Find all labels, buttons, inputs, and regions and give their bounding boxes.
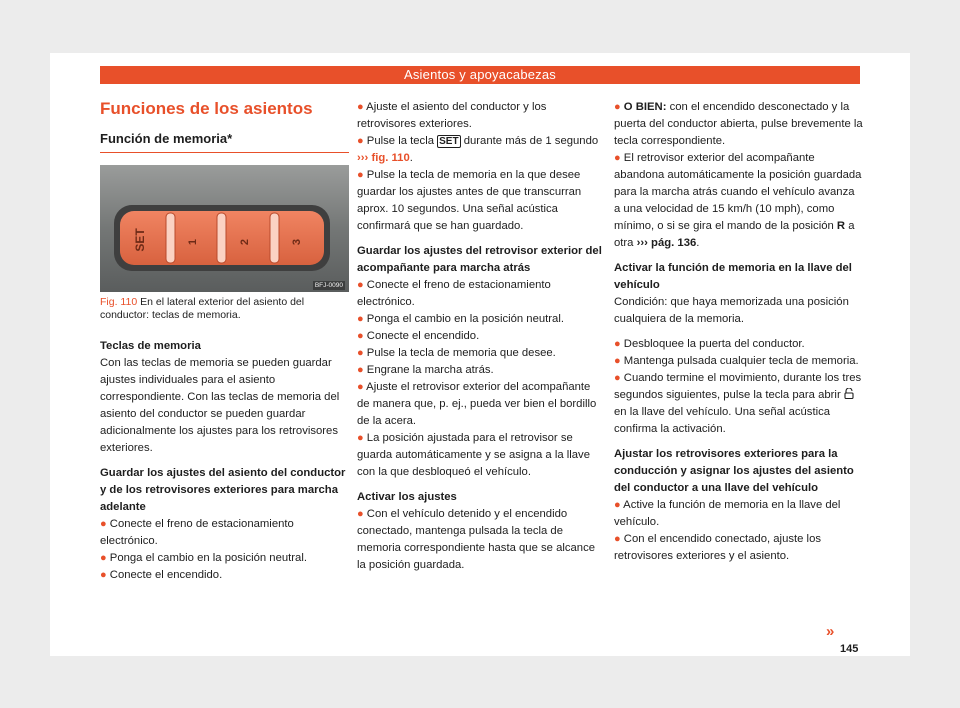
assign-heading: Ajustar los retrovisores exteriores para la conducción y asignar los ajustes del asiento del conductor a una llave del vehículo [614, 448, 854, 494]
subtitle-wrap [100, 131, 349, 153]
key-memory-heading: Activar la función de memoria en la llave del vehículo [614, 262, 852, 291]
unlock-icon [844, 389, 854, 401]
list-item: ● Mantenga pulsada cualquier tecla de memoria. [614, 355, 859, 367]
column-2 [357, 99, 606, 574]
gear-position-r: R [836, 220, 846, 232]
activate-heading: Activar los ajustes [357, 491, 457, 503]
memory-keys-text: Con las teclas de memoria se pueden guardar ajustes individuales para el asiento correspondiente. Con las teclas de memoria del asiento del conductor se pueden guardar adicionalmente los ajustes para los retrovisores exteriores. [100, 357, 340, 454]
page-title: Funciones de los asientos [100, 99, 313, 118]
ref-arrows: ››› [357, 152, 369, 164]
list-item: ● O BIEN: con el encendido desconectado y la puerta del conductor abierta, pulse brevemente la tecla correspondiente. [614, 101, 863, 147]
list-item: ● El retrovisor exterior del acompañante abandona automáticamente la posición guardada para la marcha atrás cuando el vehículo avanza a una velocidad de 15 km/h (10 mph), como mínimo, o si se gira el mando de la posición R a otra ››› pág. 136. [614, 152, 862, 249]
list-item: ● La posición ajustada para el retrovisor se guarda automáticamente y se asigna a la llave con la que desbloqueó el vehículo. [357, 432, 590, 478]
list-item: ● Con el vehículo detenido y el encendido conectado, mantenga pulsada la tecla de memoria correspondiente hasta que se alcance la posición guardada. [357, 508, 596, 571]
continue-arrow-icon: » [826, 623, 835, 640]
memory-key-3-label: 3 [291, 238, 303, 246]
page-reference-link[interactable]: pág. 136 [651, 237, 697, 249]
figure-reference-link[interactable]: fig. 110 [371, 152, 410, 164]
memory-key-1-label: 1 [187, 238, 199, 246]
memory-key-divider [270, 213, 279, 263]
list-item: ● Pulse la tecla SET durante más de 1 segundo ››› fig. 110. [357, 135, 599, 164]
page-number: 145 [840, 643, 859, 655]
save-seat-heading: Guardar los ajustes del asiento del conductor y de los retrovisores exteriores para marcha adelante [100, 467, 346, 513]
memory-key-2-label: 2 [239, 238, 251, 246]
memory-key-divider [217, 213, 226, 263]
set-key-symbol: SET [439, 136, 459, 147]
figure-caption [100, 296, 349, 322]
list-item: ● Conecte el encendido. [357, 330, 480, 342]
list-item: ● Pulse la tecla de memoria que desee. [357, 347, 556, 359]
list-item: ● Ponga el cambio en la posición neutral. [357, 313, 564, 325]
document-page [50, 53, 910, 656]
list-item: ● Active la función de memoria en la llave del vehículo. [614, 499, 841, 528]
list-item: ● Pulse la tecla de memoria en la que desee guardar los ajustes antes de que transcurran aprox. 10 segundos. Una señal acústica confirmará que se han guardado. [357, 169, 582, 232]
column-3 [614, 99, 863, 565]
condition-text: Condición: que haya memorizada una posición cualquiera de la memoria. [614, 296, 849, 325]
memory-keys-heading: Teclas de memoria [100, 340, 201, 352]
list-item: ● Ponga el cambio en la posición neutral. [100, 552, 307, 564]
section-header: Asientos y apoyacabezas [100, 66, 860, 84]
section-subtitle: Función de memoria* [100, 131, 233, 146]
reverse-heading: Guardar los ajustes del retrovisor exterior del acompañante para marcha atrás [357, 245, 602, 274]
list-item: ● Conecte el freno de estacionamiento electrónico. [357, 279, 551, 308]
list-item: ● Ajuste el retrovisor exterior del acompañante de manera que, p. ej., pueda ver bien el bordillo de la acera. [357, 381, 597, 427]
memory-keys-illustration [100, 165, 349, 292]
list-item: ● Desbloquee la puerta del conductor. [614, 338, 805, 350]
list-item: ● Ajuste el asiento del conductor y los retrovisores exteriores. [357, 101, 547, 130]
list-item: ● Con el encendido conectado, ajuste los retrovisores exteriores y el asiento. [614, 533, 822, 562]
list-item: ● Conecte el encendido. [100, 569, 223, 581]
figure-code: BFJ-0090 [314, 282, 343, 289]
column-1 [100, 99, 349, 584]
figure-label: Fig. 110 [100, 296, 138, 308]
list-item: ● Cuando termine el movimiento, durante los tres segundos siguientes, pulse la tecla para abrir en la llave del vehículo. Una señal acústica confirma la activación. [614, 372, 862, 435]
list-item: ● Engrane la marcha atrás. [357, 364, 494, 376]
memory-key-divider [166, 213, 175, 263]
memory-keys-figure [100, 165, 349, 292]
ref-arrows: ››› [636, 237, 648, 249]
list-item: ● Conecte el freno de estacionamiento electrónico. [100, 518, 294, 547]
figure-caption-text: En el lateral exterior del asiento del conductor: teclas de memoria. [100, 296, 305, 321]
set-key-label: SET [133, 228, 147, 252]
